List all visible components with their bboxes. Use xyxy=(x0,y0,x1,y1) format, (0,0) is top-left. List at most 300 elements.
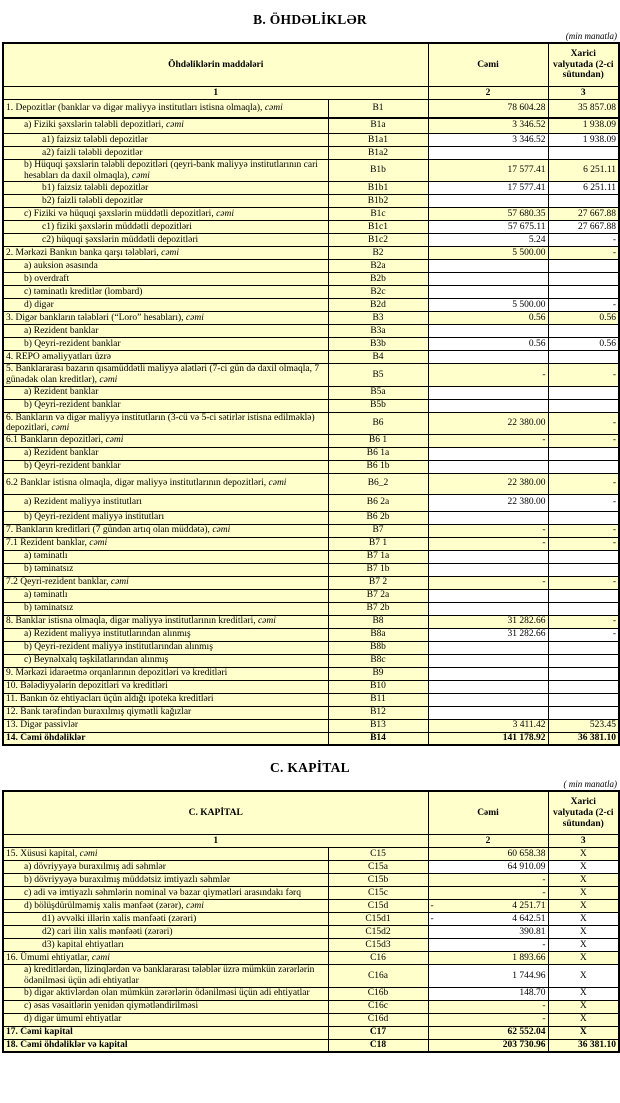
row-label: d3) kapital ehtiyatları xyxy=(3,939,328,952)
row-code: B6 xyxy=(328,412,428,434)
table-row xyxy=(3,926,619,939)
row-code: B7 2a xyxy=(328,589,428,602)
row-total-value: - xyxy=(428,524,548,537)
row-code: C16d xyxy=(328,1013,428,1026)
row-code: C15d1 xyxy=(328,913,428,926)
row-fx-value: X xyxy=(548,861,619,874)
table-row xyxy=(3,563,619,576)
row-fx-value: 6 251.11 xyxy=(548,160,619,182)
row-code: B7 1b xyxy=(328,563,428,576)
row-fx-value xyxy=(548,195,619,208)
row-fx-value: X xyxy=(548,874,619,887)
row-code: B7 xyxy=(328,524,428,537)
row-label: b1) faizsiz tələbli depozitlər xyxy=(3,182,328,195)
row-label: 1. Depozitlər (banklar və digər maliyyə institutları istisna olmaqla), cəmi xyxy=(3,100,328,118)
table-row xyxy=(3,693,619,706)
table-row xyxy=(3,887,619,900)
table-row xyxy=(3,511,619,524)
row-label: a) Rezident maliyyə institutları xyxy=(3,494,328,511)
table-row xyxy=(3,874,619,887)
row-fx-value: X xyxy=(548,913,619,926)
row-fx-value: - xyxy=(548,247,619,260)
row-fx-value xyxy=(548,325,619,338)
row-label: b) Qeyri-rezident maliyyə institutları xyxy=(3,511,328,524)
row-label: a2) faizli tələbli depozitlər xyxy=(3,147,328,160)
table-row xyxy=(3,654,619,667)
row-total-value xyxy=(428,641,548,654)
row-total-value: - xyxy=(428,434,548,447)
row-fx-value: - xyxy=(548,434,619,447)
table-row xyxy=(3,160,619,182)
row-total-value: 3 346.52 xyxy=(428,118,548,134)
table-row xyxy=(3,602,619,615)
row-code: C18 xyxy=(328,1039,428,1052)
row-code: C15c xyxy=(328,887,428,900)
section-b-unit-note: (min manatla) xyxy=(565,31,617,41)
capital-header-row xyxy=(3,791,619,835)
row-label: b) Qeyri-rezident banklar xyxy=(3,460,328,473)
row-code: B6 1b xyxy=(328,460,428,473)
row-label: a) auksion əsasında xyxy=(3,260,328,273)
row-label: b) digər aktivlərdən olan mümkün zərərlərin ödənilməsi üçün adi ehtiyatlar xyxy=(3,987,328,1000)
table-row xyxy=(3,260,619,273)
table-row xyxy=(3,589,619,602)
row-label: 13. Digər passivlər xyxy=(3,719,328,732)
table-row xyxy=(3,706,619,719)
table-row xyxy=(3,641,619,654)
row-total-value xyxy=(428,273,548,286)
table-row xyxy=(3,719,619,732)
row-total-value xyxy=(428,680,548,693)
table-row xyxy=(3,628,619,641)
liabilities-table-body xyxy=(3,100,619,746)
row-total-value: 5 500.00 xyxy=(428,247,548,260)
row-total-value xyxy=(428,147,548,160)
row-code: C15a xyxy=(328,861,428,874)
row-code: B1a1 xyxy=(328,134,428,147)
row-code: C15d xyxy=(328,900,428,913)
row-total-value: - xyxy=(428,1000,548,1013)
row-code: C15d3 xyxy=(328,939,428,952)
row-code: B1c xyxy=(328,208,428,221)
row-fx-value xyxy=(548,589,619,602)
row-total-value: 390.81 xyxy=(428,926,548,939)
row-code: C16b xyxy=(328,987,428,1000)
row-code: B12 xyxy=(328,706,428,719)
row-label: b) təminatsız xyxy=(3,602,328,615)
section-liabilities xyxy=(2,12,618,746)
table-row xyxy=(3,100,619,118)
row-fx-value: 36 381.10 xyxy=(548,732,619,745)
table-row xyxy=(3,286,619,299)
row-total-value: 17 577.41 xyxy=(428,160,548,182)
col-header-total: Cəmi xyxy=(428,43,548,87)
section-capital xyxy=(2,760,618,1053)
col-header-items: Öhdəliklərin maddələri xyxy=(3,43,428,87)
row-fx-value: - xyxy=(548,628,619,641)
row-total-value: 148.70 xyxy=(428,987,548,1000)
row-code: B3 xyxy=(328,312,428,325)
row-fx-value xyxy=(548,447,619,460)
row-label: 6.1 Bankların depozitləri, cəmi xyxy=(3,434,328,447)
table-row xyxy=(3,965,619,987)
section-c-title: C. KAPİTAL xyxy=(269,760,350,776)
table-row xyxy=(3,987,619,1000)
row-label: 8. Banklar istisna olmaqla, digər maliyyə institutlarının kreditləri, cəmi xyxy=(3,615,328,628)
row-total-value xyxy=(428,260,548,273)
table-row xyxy=(3,118,619,134)
row-label: 7. Bankların kreditləri (7 gündən artıq olan müddətə), cəmi xyxy=(3,524,328,537)
row-total-value: 5.24 xyxy=(428,234,548,247)
row-label: a) Rezident maliyyə institutlarından alınmış xyxy=(3,628,328,641)
row-total-value: 22 380.00 xyxy=(428,473,548,494)
row-fx-value: X xyxy=(548,1000,619,1013)
row-fx-value: X xyxy=(548,939,619,952)
row-code: B1c1 xyxy=(328,221,428,234)
row-label: a) kreditlərdən, lizinqlərdən və banklararası tələblər üzrə mümkün zərərlərin ödənilməsi üçün adi ehtiyatlar xyxy=(3,965,328,987)
row-total-value xyxy=(428,693,548,706)
capital-table xyxy=(2,790,620,1053)
row-label: 3. Digər bankların tələbləri (“Loro” hesabları), cəmi xyxy=(3,312,328,325)
row-total-value: 5 500.00 xyxy=(428,299,548,312)
row-label: 18. Cəmi öhdəliklər və kapital xyxy=(3,1039,328,1052)
row-total-value: 22 380.00 xyxy=(428,494,548,511)
section-b-title: B. ÖHDƏLİKLƏR xyxy=(253,12,367,27)
row-label: 9. Mərkəzi idarəetmə orqanlarının depozitləri və kreditləri xyxy=(3,667,328,680)
row-total-value: 3 346.52 xyxy=(428,134,548,147)
row-total-value: 0.56 xyxy=(428,312,548,325)
row-fx-value xyxy=(548,273,619,286)
row-code: B11 xyxy=(328,693,428,706)
row-fx-value: 35 857.08 xyxy=(548,100,619,118)
table-row xyxy=(3,1013,619,1026)
row-label: 14. Cəmi öhdəliklər xyxy=(3,732,328,745)
row-total-value: 1 893.66 xyxy=(428,952,548,965)
table-row xyxy=(3,1026,619,1039)
row-fx-value xyxy=(548,351,619,364)
table-row xyxy=(3,460,619,473)
col-num-3: 3 xyxy=(548,835,619,848)
table-row xyxy=(3,524,619,537)
row-code: B2 xyxy=(328,247,428,260)
row-code: B10 xyxy=(328,680,428,693)
row-label: b) overdraft xyxy=(3,273,328,286)
row-total-value: 203 730.96 xyxy=(428,1039,548,1052)
row-fx-value: X xyxy=(548,987,619,1000)
row-label: b) təminatsız xyxy=(3,563,328,576)
row-label: c1) fiziki şəxslərin müddətli depozitləri xyxy=(3,221,328,234)
table-row xyxy=(3,732,619,745)
table-row xyxy=(3,680,619,693)
row-label: d) digər ümumi ehtiyatlar xyxy=(3,1013,328,1026)
table-row xyxy=(3,247,619,260)
row-label: c) adi və imtiyazlı səhmlərin nominal və bazar qiymətləri arasındakı fərq xyxy=(3,887,328,900)
row-code: B5a xyxy=(328,386,428,399)
row-label: d1) əvvəlki illərin xalis mənfəəti (zərəri) xyxy=(3,913,328,926)
table-row xyxy=(3,234,619,247)
row-total-value: 3 411.42 xyxy=(428,719,548,732)
table-row xyxy=(3,399,619,412)
row-label: a1) faizsiz tələbli depozitlər xyxy=(3,134,328,147)
row-total-value: 17 577.41 xyxy=(428,182,548,195)
row-code: B7 2b xyxy=(328,602,428,615)
table-row xyxy=(3,473,619,494)
table-row xyxy=(3,434,619,447)
row-code: B5b xyxy=(328,399,428,412)
row-code: B6 2a xyxy=(328,494,428,511)
table-row xyxy=(3,861,619,874)
row-total-value: 141 178.92 xyxy=(428,732,548,745)
row-code: C15 xyxy=(328,848,428,861)
row-code: B3b xyxy=(328,338,428,351)
table-row xyxy=(3,615,619,628)
row-code: B7 1 xyxy=(328,537,428,550)
row-total-value: - 4 642.51 xyxy=(428,913,548,926)
row-code: B7 2 xyxy=(328,576,428,589)
row-code: B14 xyxy=(328,732,428,745)
row-fx-value: 6 251.11 xyxy=(548,182,619,195)
row-label: 6.2 Banklar istisna olmaqla, digər maliyyə institutlarının depozitləri, cəmi xyxy=(3,473,328,494)
col-num-1: 1 xyxy=(3,835,428,848)
row-code: B1a2 xyxy=(328,147,428,160)
row-code: B6 2b xyxy=(328,511,428,524)
table-row xyxy=(3,208,619,221)
table-row xyxy=(3,312,619,325)
row-code: C15d2 xyxy=(328,926,428,939)
table-row xyxy=(3,195,619,208)
row-label: 6. Bankların və digər maliyyə institutların (3-cü və 5-ci sətirlər istisna edilməklə) depozitləri, cəmi xyxy=(3,412,328,434)
row-fx-value: - xyxy=(548,234,619,247)
row-fx-value: X xyxy=(548,848,619,861)
table-row xyxy=(3,351,619,364)
row-code: B7 1a xyxy=(328,550,428,563)
row-total-value xyxy=(428,550,548,563)
table-row xyxy=(3,182,619,195)
row-label: b) Qeyri-rezident maliyyə institutlarından alınmış xyxy=(3,641,328,654)
row-fx-value xyxy=(548,563,619,576)
capital-table-body xyxy=(3,848,619,1052)
table-row xyxy=(3,494,619,511)
row-total-value: 1 744.96 xyxy=(428,965,548,987)
row-total-value xyxy=(428,325,548,338)
table-row xyxy=(3,939,619,952)
row-label: a) Rezident banklar xyxy=(3,386,328,399)
row-label: 2. Mərkəzi Bankın banka qarşı tələbləri, cəmi xyxy=(3,247,328,260)
row-label: 17. Cəmi kapital xyxy=(3,1026,328,1039)
row-code: B6 1 xyxy=(328,434,428,447)
liabilities-table xyxy=(2,42,620,746)
row-fx-value xyxy=(548,667,619,680)
col-header-total: Cəmi xyxy=(428,791,548,835)
row-label: b) Hüquqi şəxslərin tələbli depozitləri (qeyri-bank maliyyə institutlarının cari hesabları da daxil olmaqla), cəmi xyxy=(3,160,328,182)
col-num-3: 3 xyxy=(548,87,619,100)
row-fx-value: - xyxy=(548,537,619,550)
row-fx-value: 27 667.88 xyxy=(548,208,619,221)
row-total-value: 78 604.28 xyxy=(428,100,548,118)
row-fx-value: - xyxy=(548,364,619,386)
row-total-value xyxy=(428,460,548,473)
row-code: B1c2 xyxy=(328,234,428,247)
row-label: 4. REPO əməliyyatları üzrə xyxy=(3,351,328,364)
row-fx-value: - xyxy=(548,299,619,312)
table-row xyxy=(3,900,619,913)
row-code: B13 xyxy=(328,719,428,732)
row-fx-value: - xyxy=(548,615,619,628)
table-row xyxy=(3,1000,619,1013)
row-total-value xyxy=(428,195,548,208)
row-fx-value: - xyxy=(548,412,619,434)
capital-colnum-row xyxy=(3,835,619,848)
row-total-value: 31 282.66 xyxy=(428,615,548,628)
row-total-value xyxy=(428,511,548,524)
row-fx-value xyxy=(548,511,619,524)
table-row xyxy=(3,299,619,312)
row-total-value: - xyxy=(428,887,548,900)
table-row xyxy=(3,848,619,861)
row-code: B8 xyxy=(328,615,428,628)
row-code: B9 xyxy=(328,667,428,680)
row-label: 7.2 Qeyri-rezident banklar, cəmi xyxy=(3,576,328,589)
row-label: b) dövriyyəyə buraxılmış müddətsiz imtiyazlı səhmlər xyxy=(3,874,328,887)
row-label: d) digər xyxy=(3,299,328,312)
row-fx-value: X xyxy=(548,926,619,939)
row-total-value xyxy=(428,286,548,299)
table-row xyxy=(3,325,619,338)
table-row xyxy=(3,338,619,351)
row-code: C16 xyxy=(328,952,428,965)
row-label: a) dövriyyəyə buraxılmış adi səhmlər xyxy=(3,861,328,874)
row-fx-value xyxy=(548,654,619,667)
row-fx-value xyxy=(548,286,619,299)
liabilities-colnum-row xyxy=(3,87,619,100)
row-total-value xyxy=(428,563,548,576)
row-label: 10. Bələdiyyələrin depozitləri və kreditləri xyxy=(3,680,328,693)
row-total-value xyxy=(428,351,548,364)
row-label: 16. Ümumi ehtiyatlar, cəmi xyxy=(3,952,328,965)
row-fx-value: X xyxy=(548,965,619,987)
row-total-value xyxy=(428,706,548,719)
row-fx-value: 0.56 xyxy=(548,338,619,351)
table-row xyxy=(3,364,619,386)
row-fx-value xyxy=(548,706,619,719)
row-fx-value xyxy=(548,147,619,160)
row-fx-value: - xyxy=(548,473,619,494)
row-label: b) Qeyri-rezident banklar xyxy=(3,399,328,412)
row-total-value: - xyxy=(428,939,548,952)
row-fx-value: - xyxy=(548,494,619,511)
table-row xyxy=(3,147,619,160)
row-code: B8b xyxy=(328,641,428,654)
row-label: c) Beynəlxalq təşkilatlarından alınmış xyxy=(3,654,328,667)
section-c-unit-note: ( min manatla) xyxy=(563,779,617,790)
row-total-value xyxy=(428,447,548,460)
table-row xyxy=(3,134,619,147)
col-header-fx: Xarici valyutada (2-ci sütundan) xyxy=(548,791,619,835)
row-label: b) Qeyri-rezident banklar xyxy=(3,338,328,351)
row-label: a) Rezident banklar xyxy=(3,447,328,460)
row-code: B2a xyxy=(328,260,428,273)
row-code: B6 1a xyxy=(328,447,428,460)
row-total-value: 57 675.11 xyxy=(428,221,548,234)
row-fx-value xyxy=(548,680,619,693)
row-code: B4 xyxy=(328,351,428,364)
row-fx-value xyxy=(548,386,619,399)
row-fx-value: 1 938.09 xyxy=(548,118,619,134)
row-fx-value: 523.45 xyxy=(548,719,619,732)
row-code: B6_2 xyxy=(328,473,428,494)
col-header-items: C. KAPİTAL xyxy=(3,791,428,835)
col-num-2: 2 xyxy=(428,835,548,848)
row-total-value: 31 282.66 xyxy=(428,628,548,641)
row-total-value: 62 552.04 xyxy=(428,1026,548,1039)
row-code: B2d xyxy=(328,299,428,312)
table-row xyxy=(3,913,619,926)
row-label: a) təminatlı xyxy=(3,550,328,563)
row-code: B1a xyxy=(328,118,428,134)
row-total-value: - xyxy=(428,576,548,589)
row-label: b2) faizli tələbli depozitlər xyxy=(3,195,328,208)
table-row xyxy=(3,1039,619,1052)
row-code: B3a xyxy=(328,325,428,338)
row-total-value: 0.56 xyxy=(428,338,548,351)
row-label: c) Fiziki və hüquqi şəxslərin müddətli depozitləri, cəmi xyxy=(3,208,328,221)
row-total-value: - xyxy=(428,1013,548,1026)
row-code: B1b1 xyxy=(328,182,428,195)
table-row xyxy=(3,221,619,234)
row-total-value xyxy=(428,399,548,412)
row-label: a) təminatlı xyxy=(3,589,328,602)
row-code: C16a xyxy=(328,965,428,987)
row-code: C16c xyxy=(328,1000,428,1013)
row-total-value xyxy=(428,602,548,615)
row-code: B2c xyxy=(328,286,428,299)
row-fx-value xyxy=(548,602,619,615)
row-total-value: 22 380.00 xyxy=(428,412,548,434)
row-total-value: - xyxy=(428,874,548,887)
row-fx-value: - xyxy=(548,524,619,537)
table-row xyxy=(3,412,619,434)
row-fx-value: 27 667.88 xyxy=(548,221,619,234)
row-total-value: 57 680.35 xyxy=(428,208,548,221)
row-fx-value: X xyxy=(548,900,619,913)
row-label: d) bölüşdürülməmiş xalis mənfəət (zərər), cəmi xyxy=(3,900,328,913)
row-code: B1b xyxy=(328,160,428,182)
table-row xyxy=(3,576,619,589)
row-label: d2) cari ilin xalis mənfəəti (zərəri) xyxy=(3,926,328,939)
row-fx-value: X xyxy=(548,1026,619,1039)
row-label: 11. Bankın öz ehtiyacları üçün aldığı ipoteka kreditləri xyxy=(3,693,328,706)
table-row xyxy=(3,273,619,286)
col-num-2: 2 xyxy=(428,87,548,100)
row-total-value xyxy=(428,667,548,680)
row-fx-value xyxy=(548,693,619,706)
row-fx-value: 36 381.10 xyxy=(548,1039,619,1052)
row-label: c) təminatlı kreditlər (lombard) xyxy=(3,286,328,299)
row-total-value xyxy=(428,386,548,399)
row-code: B2b xyxy=(328,273,428,286)
table-row xyxy=(3,952,619,965)
row-label: 7.1 Rezident banklar, cəmi xyxy=(3,537,328,550)
row-label: a) Fiziki şəxslərin tələbli depozitləri, cəmi xyxy=(3,118,328,134)
row-fx-value xyxy=(548,260,619,273)
row-total-value: - xyxy=(428,364,548,386)
row-code: B8a xyxy=(328,628,428,641)
row-label: 15. Xüsusi kapital, cəmi xyxy=(3,848,328,861)
row-fx-value: X xyxy=(548,952,619,965)
row-fx-value xyxy=(548,460,619,473)
row-fx-value xyxy=(548,641,619,654)
row-total-value: 64 910.09 xyxy=(428,861,548,874)
